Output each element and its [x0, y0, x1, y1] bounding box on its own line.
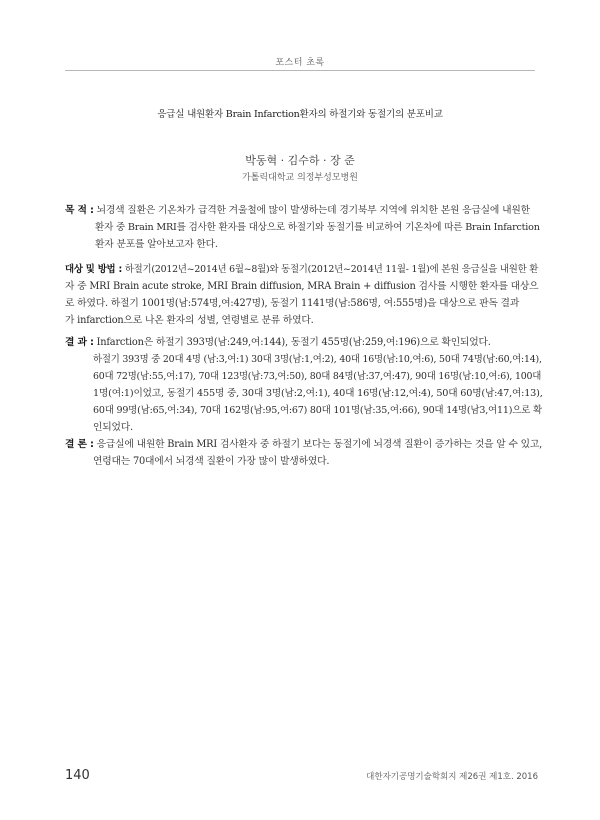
section-conclusion [65, 436, 543, 470]
objective-line-3: 환자 분포를 알아보고자 한다. [95, 239, 218, 250]
results-label: 결 과 : [65, 337, 94, 348]
section-objective [65, 202, 543, 253]
author-list: 박동혁 · 김수하 · 장 준 [245, 154, 355, 167]
results-line-3: 60대 72명(남:55,여:17), 70대 123명(남:73,여:50), 80대 84명(남:37,여:47), 90대 16명(남:10,여:6), 100대 [93, 371, 542, 382]
running-header: 포스터 초록 [275, 58, 325, 68]
journal-citation: 대한자기공명기술학회지 제26권 제1호. 2016 [366, 772, 538, 782]
conclusion-label: 결 론 : [65, 439, 94, 450]
results-line-6: 인되었다. [93, 422, 133, 433]
results-line-1 [65, 334, 543, 351]
method-text: 하절기(2012년~2014년 6월~8월)와 동절기(2012년~2014년 11월- 1월)에 본원 응급실을 내원한 환 [124, 264, 539, 275]
results-line-4: 1명(여:1)이었고, 동절기 455명 중, 30대 3명(남:2,여:1), 40대 16명(남:12,여:4), 50대 60명(남:47,여:13), [93, 388, 543, 399]
objective-label: 목 적 : [65, 205, 94, 216]
section-method [65, 261, 543, 329]
conclusion-line-2: 연령대는 70대에서 뇌경색 질환이 가장 많이 발생하였다. [93, 456, 330, 467]
results-line-2: 하절기 393명 중 20대 4명 (남:3,여:1) 30대 3명(남:1,여:2), 40대 16명(남:10,여:6), 50대 74명(남:60,여:14), [93, 354, 542, 365]
affiliation: 가톨릭대학교 의정부성모병원 [242, 173, 358, 183]
header-divider [65, 70, 535, 71]
method-line-3: 로 하였다. 하절기 1001명(남:574명,여:427명), 동절기 1141명(남:586명, 여:555명)을 대상으로 판독 결과 [65, 298, 520, 309]
method-line-1 [65, 261, 543, 278]
section-results [65, 334, 543, 436]
conclusion-text: 응급실에 내원한 Brain MRI 검사환자 중 하절기 보다는 동절기에 뇌경색 질환이 증가하는 것을 알 수 있고, [96, 439, 543, 450]
objective-text: 뇌경색 질환은 기온차가 급격한 겨울철에 많이 발생하는데 경기북부 지역에 위치한 본원 응급실에 내원한 [96, 205, 530, 216]
conclusion-line-1 [65, 436, 543, 453]
paper-title: 응급실 내원환자 Brain Infarction환자의 하절기와 동절기의 분포비교 [157, 109, 443, 120]
results-text: Infarction은 하절기 393명(남:249,여:144), 동절기 455명(남:259,여:196)으로 확인되었다. [96, 337, 491, 348]
objective-line-2: 환자 중 Brain MRI를 검사한 환자를 대상으로 하절기와 동절기를 비교하여 기온차에 따른 Brain Infarction [95, 222, 540, 233]
method-line-2: 자 중 MRI Brain acute stroke, MRI Brain diffusion, MRA Brain + diffusion 검사를 시행한 환자를 대상으 [65, 281, 539, 292]
results-line-5: 60대 99명(남:65,여:34), 70대 162명(남:95,여:67) 80대 101명(남:35,여:66), 90대 14명(남3,여11)으로 확 [93, 405, 542, 416]
method-line-4: 가 infarction으로 나온 환자의 성별, 연령별로 분류 하였다. [65, 315, 314, 326]
method-label: 대상 및 방법 : [65, 264, 123, 275]
page-number: 140 [65, 768, 90, 783]
objective-line-1 [65, 202, 543, 219]
